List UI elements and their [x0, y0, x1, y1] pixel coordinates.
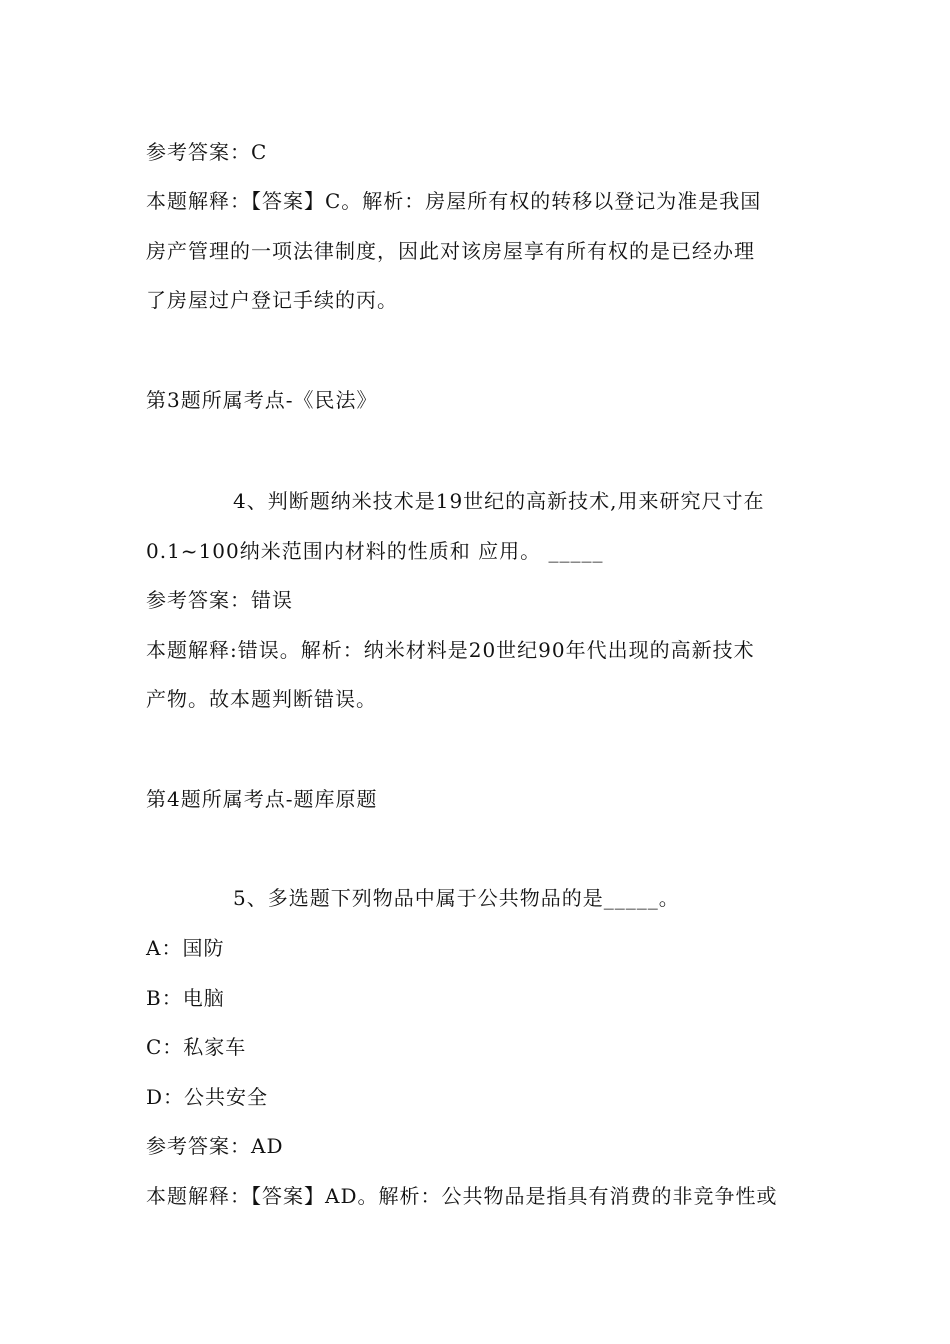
q4-topic: 第4题所属考点-题库原题 [146, 787, 378, 811]
q4-question-line-2: 0.1~100纳米范围内材料的性质和 应用。 _____ [146, 539, 604, 563]
q5-option-d: D：公共安全 [146, 1085, 269, 1109]
q5-option-c: C：私家车 [146, 1035, 247, 1059]
q3-explanation-line-2: 房产管理的一项法律制度，因此对该房屋享有所有权的是已经办理 [146, 239, 755, 263]
q5-answer: 参考答案：AD [146, 1134, 284, 1158]
q4-question-line-1: 4、判断题纳米技术是19世纪的高新技术,用来研究尺寸在 [233, 489, 765, 513]
q4-explanation-line-1: 本题解释:错误。解析：纳米材料是20世纪90年代出现的高新技术 [146, 638, 755, 662]
q5-option-b: B：电脑 [146, 986, 225, 1010]
q5-explanation-line-1: 本题解释：【答案】AD。解析：公共物品是指具有消费的非竞争性或 [146, 1184, 778, 1208]
q5-question: 5、多选题下列物品中属于公共物品的是_____。 [233, 886, 680, 910]
q5-option-a: A：国防 [146, 936, 225, 960]
q3-explanation-line-1: 本题解释：【答案】C。解析：房屋所有权的转移以登记为准是我国 [146, 189, 762, 213]
q4-explanation-line-2: 产物。故本题判断错误。 [146, 687, 377, 711]
q3-topic: 第3题所属考点-《民法》 [146, 388, 378, 412]
q3-answer: 参考答案：C [146, 140, 268, 164]
q3-explanation-line-3: 了房屋过户登记手续的丙。 [146, 288, 398, 312]
q4-answer: 参考答案：错误 [146, 588, 293, 612]
